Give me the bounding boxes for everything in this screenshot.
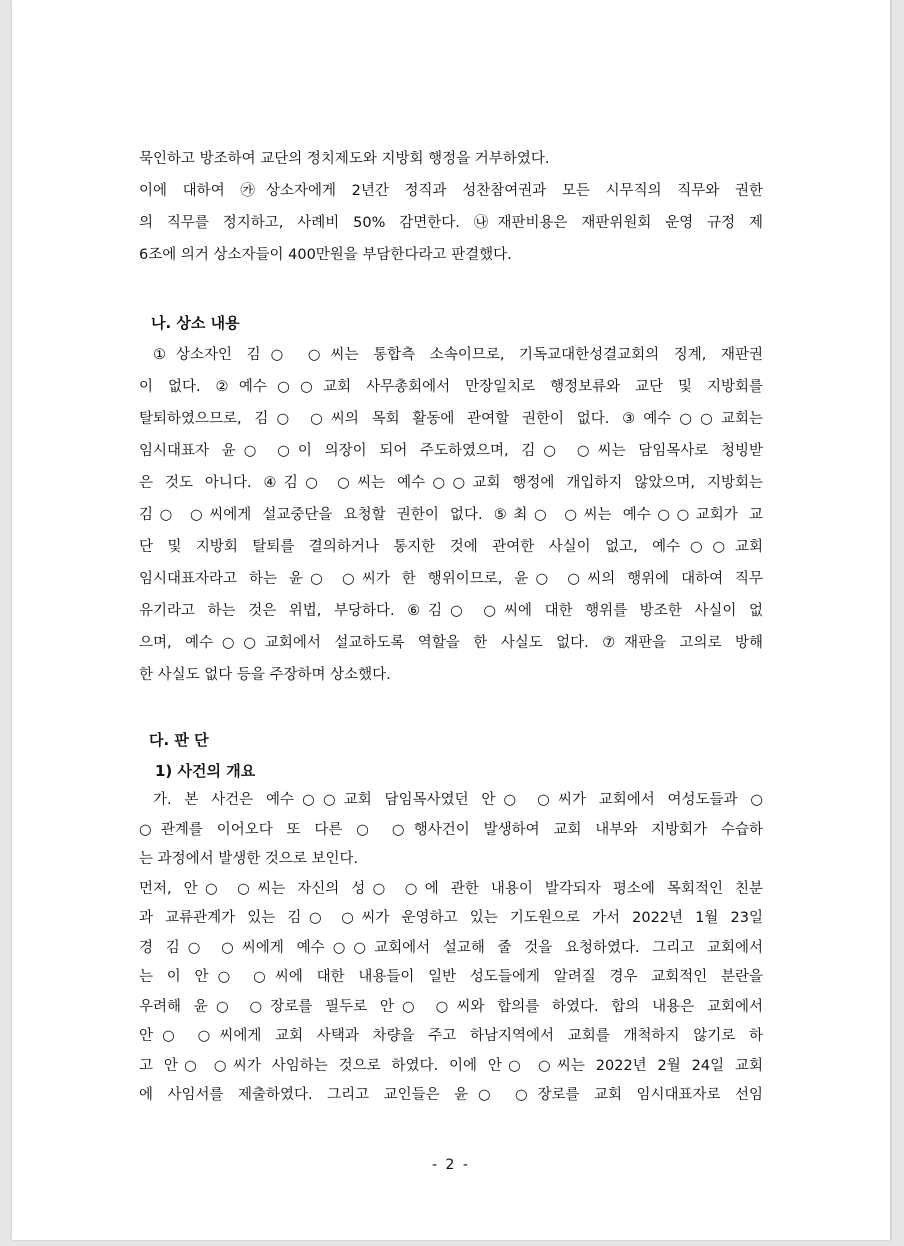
text-line: 의 직무를 정지하고, 사례비 50% 감면한다. ㉯재판비용은 재판위원회 운영 규정 제 <box>139 215 763 231</box>
text-line: 은 것도 아니다. ④김○ ○씨는 예수○○교회 행정에 개입하지 않았으며, 지방회는 <box>139 475 763 491</box>
text-line: 안○ ○씨에게 교회 사택과 차량을 주고 하남지역에서 교회를 개척하지 않기로 하 <box>139 1028 763 1044</box>
text-line: 이 없다. ②예수○○교회 사무총회에서 만장일치로 행정보류와 교단 및 지방회를 <box>139 379 763 395</box>
subsection-heading-overview: 1) 사건의 개요 <box>155 762 256 780</box>
intro-paragraph <box>139 143 763 271</box>
text-line: ○관계를 이어오다 또 다른 ○ ○행사건이 발생하여 교회 내부와 지방회가 수습하 <box>139 821 763 838</box>
text-line: 으며, 예수○○교회에서 설교하도록 역할을 한 사실도 없다. ⑦재판을 고의로 방해 <box>139 635 763 651</box>
text-line: 김○ ○씨에게 설교중단을 요청할 권한이 없다. ⑤최○ ○씨는 예수○○교회가 교 <box>139 507 763 523</box>
appeal-paragraph <box>139 339 763 691</box>
text-line: ①상소자인 김○ ○씨는 통합측 소속이므로, 기독교대한성결교회의 징계, 재판권 <box>153 347 763 363</box>
section-heading-judgment: 다. 판 단 <box>149 731 209 749</box>
text-line: 고 안○ ○씨가 사임하는 것으로 하였다. 이에 안○ ○씨는 2022년 2월 24일 교회 <box>139 1057 763 1074</box>
text-line: 가. 본 사건은 예수○○교회 담임목사였던 안○ ○씨가 교회에서 여성도들과 ○ <box>153 792 763 808</box>
text-line: 경 김○ ○씨에게 예수○○교회에서 설교해 줄 것을 요청하였다. 그리고 교회에서 <box>139 939 763 956</box>
text-line: 먼저, 안○ ○씨는 자신의 성○ ○에 관한 내용이 발각되자 평소에 목회적인 친분 <box>139 880 763 897</box>
text-line: 유기라고 하는 것은 위법, 부당하다. ⑥김○ ○씨에 대한 행위를 방조한 사실이 없 <box>139 603 763 619</box>
page-number: - 2 - <box>432 1157 470 1173</box>
text-line: 탈퇴하였으므로, 김○ ○씨의 목회 활동에 관여할 권한이 없다. ③예수○○교회는 <box>139 411 763 427</box>
document-body <box>139 143 763 1111</box>
text-line: 단 및 지방회 탈퇴를 결의하거나 통지한 것에 관여한 사실이 없고, 예수○○교회 <box>139 539 763 555</box>
text-line: 과 교류관계가 있는 김○ ○씨가 운영하고 있는 기도원으로 가서 2022년 1월 23일 <box>139 910 763 926</box>
text-line: 한 사실도 없다 등을 주장하며 상소했다. <box>139 667 391 683</box>
text-line: 는 이 안○ ○씨에 대한 내용들이 일반 성도들에게 알려질 경우 교회적인 분란을 <box>139 969 763 985</box>
text-line: 임시대표자 윤○ ○이 의장이 되어 주도하였으며, 김○ ○씨는 담임목사로 청빙받 <box>139 443 763 459</box>
judgment-paragraph <box>139 786 763 1111</box>
text-line: 6조에 의거 상소자들이 400만원을 부담한다라고 판결했다. <box>139 247 512 263</box>
text-line: 묵인하고 방조하여 교단의 정치제도와 지방회 행정을 거부하였다. <box>139 151 550 167</box>
document-page <box>12 0 891 1240</box>
text-line: 우려해 윤○ ○장로를 필두로 안○ ○씨와 합의를 하였다. 합의 내용은 교회에서 <box>139 998 763 1015</box>
text-line: 이에 대하여 ㉮상소자에게 2년간 정직과 성찬참여권과 모든 시무직의 직무와 권한 <box>139 183 763 199</box>
text-line: 임시대표자라고 하는 윤○ ○씨가 한 행위이므로, 윤○ ○씨의 행위에 대하여 직무 <box>139 571 763 587</box>
section-heading-appeal: 나. 상소 내용 <box>151 314 240 332</box>
text-line: 에 사임서를 제출하였다. 그리고 교인들은 윤○ ○장로를 교회 임시대표자로 선임 <box>139 1087 763 1103</box>
text-line: 는 과정에서 발생한 것으로 보인다. <box>139 851 359 867</box>
